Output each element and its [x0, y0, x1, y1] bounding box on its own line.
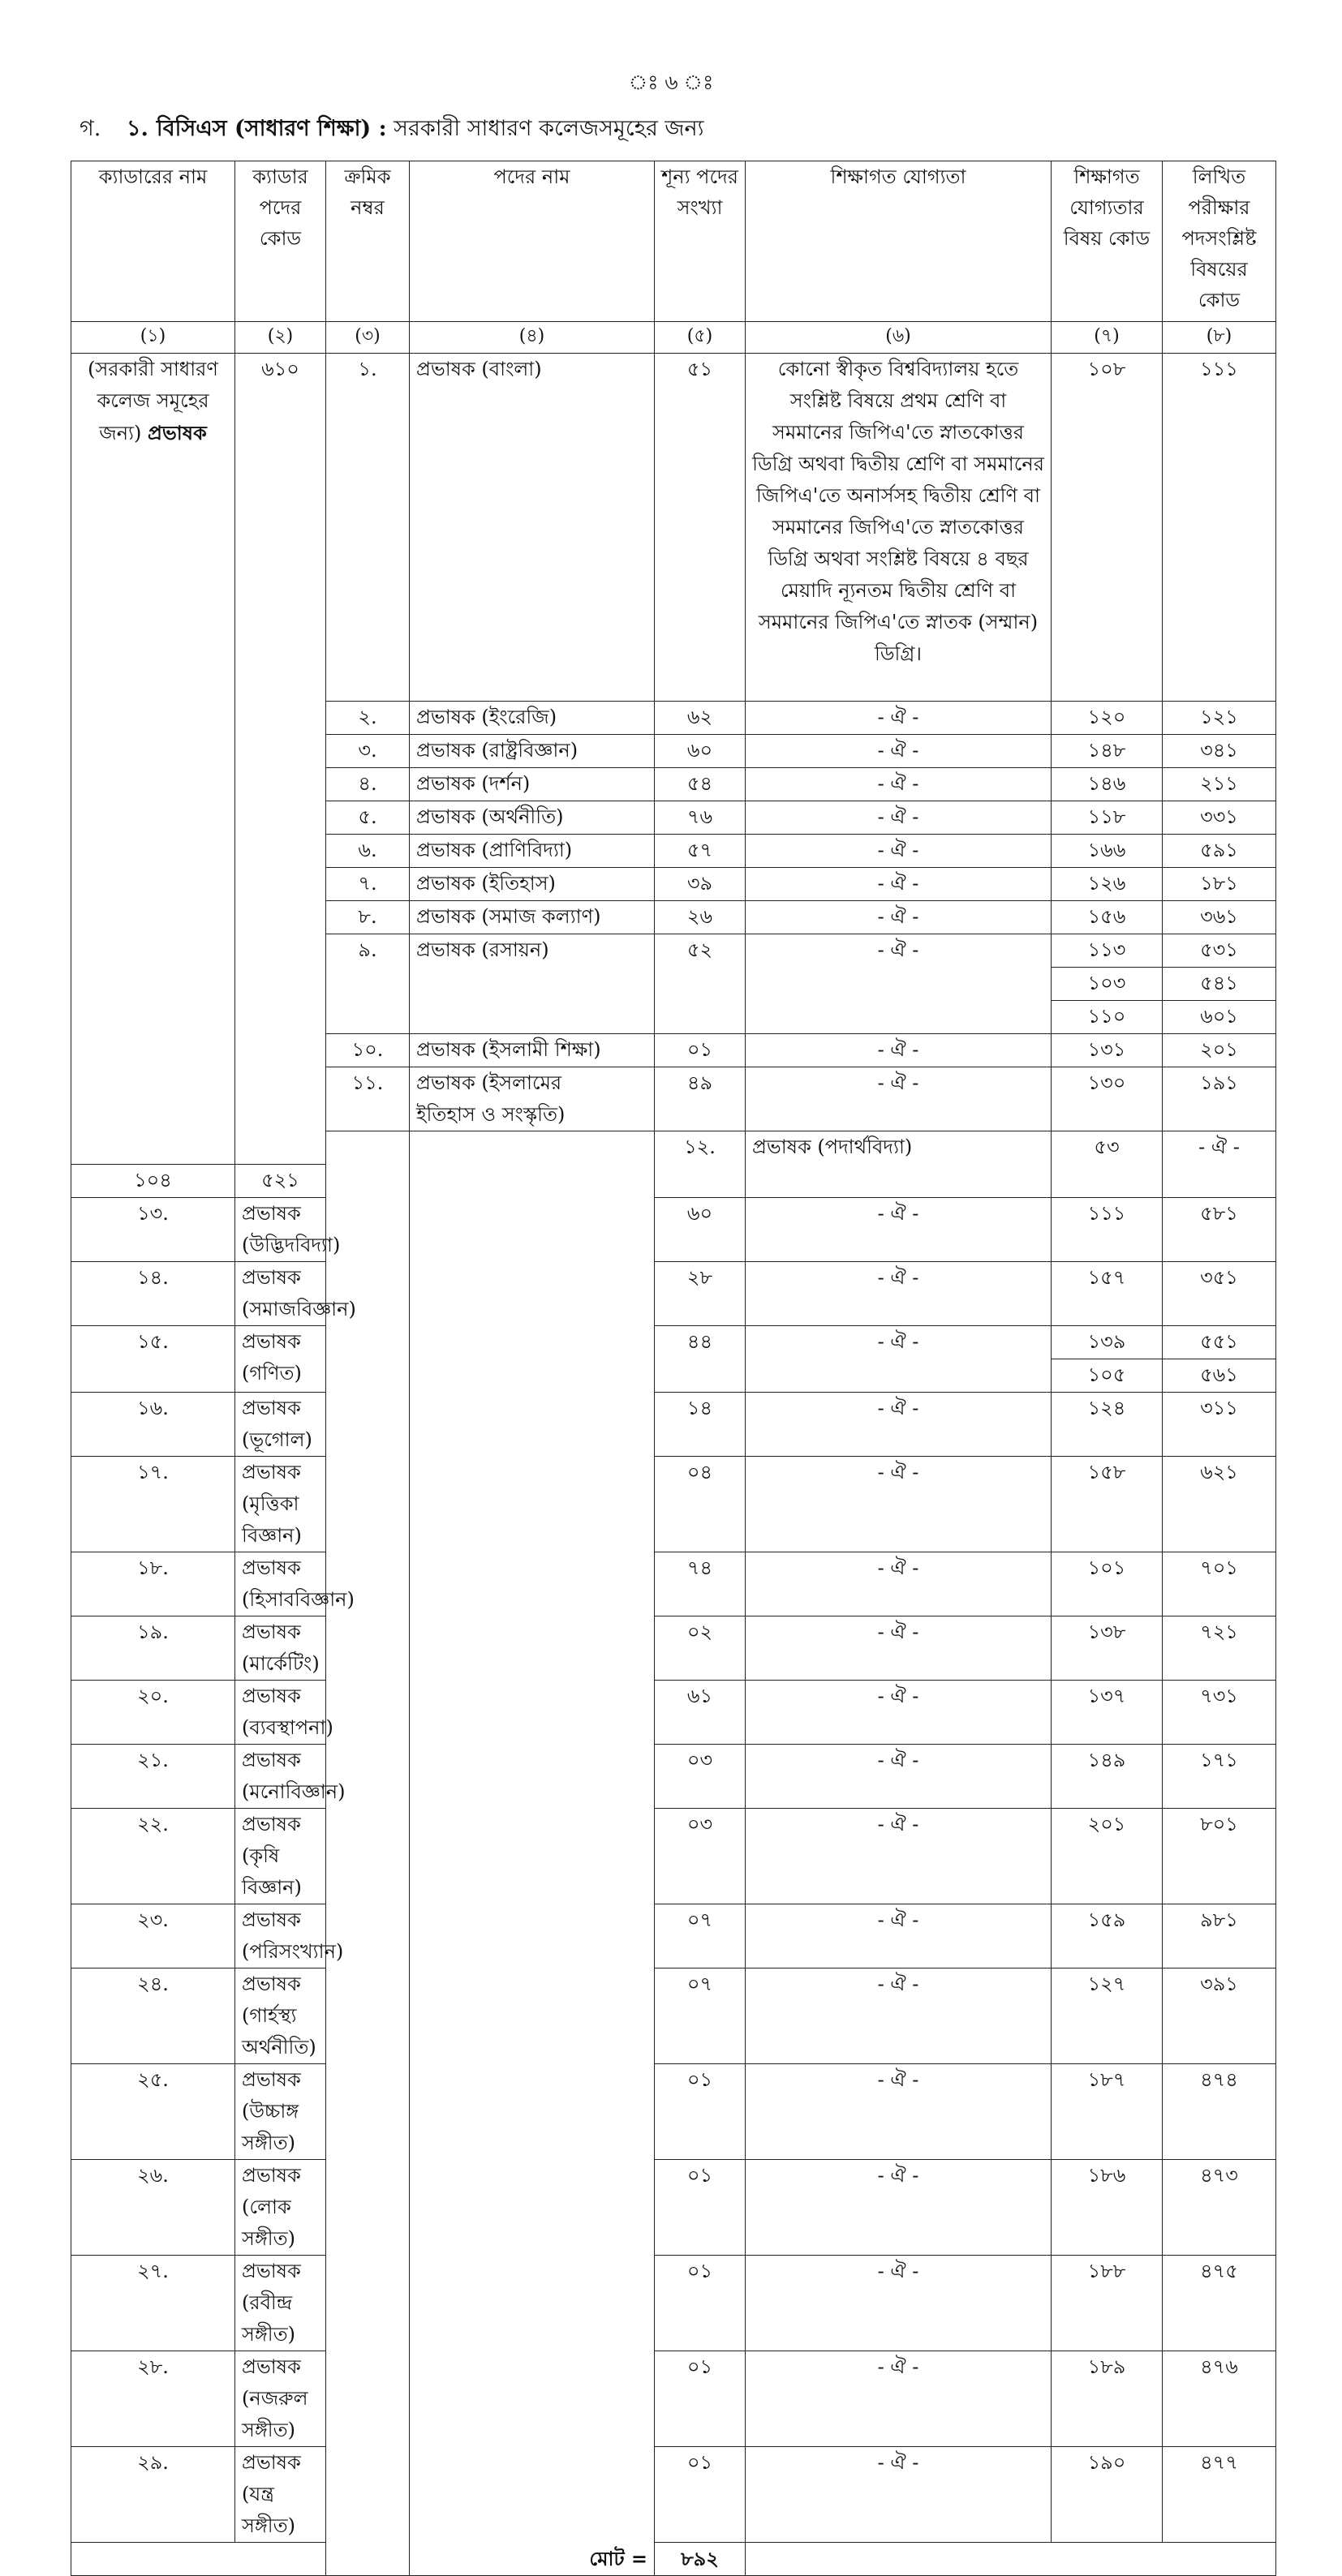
header-cadre-code: ক্যাডার পদের কোড: [235, 161, 326, 322]
serial-cell: ৭.: [326, 868, 410, 901]
table-row: [71, 2064, 1276, 2160]
qual-subject-code: ১৯০: [1052, 2447, 1163, 2543]
column-number: (৩): [326, 322, 410, 354]
table-header-row: [71, 161, 1276, 322]
qual-subject-code: ১৫৯: [1052, 1904, 1163, 1968]
page-number: ঃ ৬ ঃ: [628, 71, 714, 94]
qualification-cell: কোনো স্বীকৃত বিশ্ববিদ্যালয় হতে সংশ্লিষ্ট বিষয়ে প্রথম শ্রেণি বা সমমানের জিপিএ'তে স্নাতকোত্তর ডিগ্রি অথবা দ্বিতীয় শ্রেণি বা সমমানের জিপিএ'তে অনার্সসহ দ্বিতীয় শ্রেণি বা সমমানের জিপিএ'তে স্নাতকোত্তর ডিগ্রি অথবা সংশ্লিষ্ট বিষয়ে ৪ বছর মেয়াদি ন্যূনতম দ্বিতীয় শ্রেণি বা সমমানের জিপিএ'তে স্নাতক (সম্মান) ডিগ্রি।: [746, 354, 1052, 702]
post-name: প্রভাষক (উদ্ভিদবিদ্যা): [242, 1202, 341, 1256]
qual-subject-code: ১০৪: [71, 1165, 235, 1198]
post-name: প্রভাষক (লোক সঙ্গীত): [242, 2164, 301, 2250]
post-name: প্রভাষক (নজরুল সঙ্গীত): [242, 2355, 308, 2441]
vacancy-cell: ০৩: [655, 1745, 746, 1809]
exam-subject-code: ৪৭৭: [1163, 2447, 1276, 2543]
post-name-cell: [235, 1681, 333, 1745]
qual-subject-code: ১৩০: [1052, 1067, 1163, 1131]
serial-cell: ১৭.: [71, 1457, 235, 1552]
column-number-row: [71, 322, 1276, 354]
serial-cell: ৫.: [326, 801, 410, 835]
qualification-ditto: - ঐ -: [746, 1809, 1052, 1904]
empty-cell: [326, 1131, 410, 2576]
qualification-ditto: - ঐ -: [746, 1393, 1052, 1457]
qual-subject-code: ১২০: [1052, 702, 1163, 735]
vacancy-cell: ৫৪: [655, 768, 746, 801]
exam-subject-code: ১৯১: [1163, 1067, 1276, 1131]
exam-subject-code: ৩৩১: [1163, 801, 1276, 835]
vacancy-cell: ২৮: [655, 1262, 746, 1326]
qualification-ditto: - ঐ -: [746, 934, 1052, 1034]
qual-subject-code: ১১০: [1052, 1001, 1163, 1034]
exam-subject-code: ৫৮১: [1163, 1198, 1276, 1262]
qual-subject-code: ১৪৬: [1052, 768, 1163, 801]
qual-subject-code: ১৬৬: [1052, 835, 1163, 868]
vacancy-cell: ০১: [655, 2256, 746, 2351]
qual-subject-code: ১৪৮: [1052, 735, 1163, 768]
header-post-name: পদের নাম: [410, 161, 655, 322]
post-name-cell: [410, 768, 655, 801]
post-name-cell: [410, 1034, 655, 1067]
header-serial: ক্রমিক নম্বর: [326, 161, 410, 322]
post-name: প্রভাষক (গার্হস্থ্য অর্থনীতি): [242, 1973, 316, 2059]
qualification-ditto: - ঐ -: [746, 1968, 1052, 2064]
header-cadre-name: ক্যাডারের নাম: [71, 161, 235, 322]
vacancy-cell: ৪৯: [655, 1067, 746, 1131]
vacancy-cell: ০১: [655, 2351, 746, 2447]
serial-cell: ১৫.: [71, 1326, 235, 1393]
qual-subject-code: ১১৩: [1052, 934, 1163, 968]
qual-subject-code: ১২৭: [1052, 1968, 1163, 2064]
post-name: প্রভাষক (প্রাণিবিদ্যা): [416, 839, 573, 861]
qualification-ditto: - ঐ -: [746, 1904, 1052, 1968]
qual-subject-code: ১৩১: [1052, 1034, 1163, 1067]
table-row: [71, 1198, 1276, 1262]
post-name: প্রভাষক (ইসলামী শিক্ষা): [416, 1038, 601, 1061]
exam-subject-code: ১১১: [1163, 354, 1276, 702]
cadre-code-cell: ৬১০: [235, 354, 326, 1165]
post-name: প্রভাষক (সমাজবিজ্ঞান): [242, 1266, 356, 1320]
table-row: [71, 2160, 1276, 2256]
qualification-ditto: - ঐ -: [746, 2256, 1052, 2351]
post-name-cell: [410, 868, 655, 901]
exam-subject-code: ৬২১: [1163, 1457, 1276, 1552]
post-name: প্রভাষক (বাংলা): [416, 358, 542, 380]
vacancy-cell: ০৪: [655, 1457, 746, 1552]
vacancy-cell: ০৭: [655, 1904, 746, 1968]
serial-cell: ২.: [326, 702, 410, 735]
vacancy-cell: ৬০: [655, 1198, 746, 1262]
exam-subject-code: ৩৪১: [1163, 735, 1276, 768]
post-name: প্রভাষক (সমাজ কল্যাণ): [416, 905, 601, 928]
vacancy-cell: ০৩: [655, 1809, 746, 1904]
vacancy-cell: ৬১: [655, 1681, 746, 1745]
qualification-ditto: - ঐ -: [746, 1262, 1052, 1326]
serial-cell: ৮.: [326, 901, 410, 934]
serial-cell: ১৬.: [71, 1393, 235, 1457]
section-heading: [80, 112, 704, 148]
post-name-cell: [410, 354, 655, 702]
column-number: (৪): [410, 322, 655, 354]
vacancy-cell: ৭৪: [655, 1552, 746, 1616]
qual-subject-code: ১০১: [1052, 1552, 1163, 1616]
vacancy-cell: ২৬: [655, 901, 746, 934]
table-row: [71, 1326, 1276, 1359]
post-name: প্রভাষক (পরিসংখ্যান): [242, 1908, 344, 1963]
post-name-cell: [235, 1262, 356, 1326]
serial-cell: ২৯.: [71, 2447, 235, 2543]
exam-subject-code: ৪৭৪: [1163, 2064, 1276, 2160]
serial-cell: ২২.: [71, 1809, 235, 1904]
column-number: (২): [235, 322, 326, 354]
table-row: [71, 1745, 1276, 1809]
qual-subject-code: ১২৬: [1052, 868, 1163, 901]
qualification-ditto: - ঐ -: [746, 735, 1052, 768]
post-name: প্রভাষক (ইসলামের: [416, 1071, 562, 1094]
post-name-cell: [410, 934, 655, 1034]
qual-subject-code: ১৫৮: [1052, 1457, 1163, 1552]
table-row: [71, 1262, 1276, 1326]
post-name: প্রভাষক (উচ্চাঙ্গ সঙ্গীত): [242, 2068, 301, 2154]
total-row: [71, 2543, 1276, 2576]
qualification-ditto: - ঐ -: [746, 1067, 1052, 1131]
column-number: (৬): [746, 322, 1052, 354]
vacancy-cell: ৫৭: [655, 835, 746, 868]
exam-subject-code: ৪৭৬: [1163, 2351, 1276, 2447]
post-name-cell: [746, 1131, 1052, 1198]
qual-subject-code: ১১১: [1052, 1198, 1163, 1262]
qualification-ditto: - ঐ -: [746, 1745, 1052, 1809]
post-name-cell: [235, 1968, 326, 2064]
exam-subject-code: ৪৭৫: [1163, 2256, 1276, 2351]
serial-cell: ৪.: [326, 768, 410, 801]
post-name: প্রভাষক (মনোবিজ্ঞান): [242, 1749, 346, 1803]
qualification-ditto: - ঐ -: [746, 1034, 1052, 1067]
section-letter: গ.: [80, 116, 101, 141]
exam-subject-code: ৫৪১: [1163, 968, 1276, 1001]
table-row: [71, 1809, 1276, 1904]
qualification-ditto: - ঐ -: [746, 2351, 1052, 2447]
qualification-ditto: - ঐ -: [746, 1616, 1052, 1681]
qualification-ditto: - ঐ -: [746, 835, 1052, 868]
post-name-cell: [235, 2351, 326, 2447]
qual-subject-code: ১৫৭: [1052, 1262, 1163, 1326]
table-row: [71, 1904, 1276, 1968]
exam-subject-code: ৩৫১: [1163, 1262, 1276, 1326]
section-title-rest: সরকারী সাধারণ কলেজসমূহের জন্য: [386, 116, 704, 141]
post-name: প্রভাষক (রসায়ন): [416, 938, 549, 961]
post-name-cell: [235, 1198, 341, 1262]
header-qual-subject-code: শিক্ষাগত যোগ্যতার বিষয় কোড: [1052, 161, 1163, 322]
post-name-cell: [410, 735, 655, 768]
post-name: প্রভাষক (ইংরেজি): [416, 706, 557, 728]
serial-cell: ৩.: [326, 735, 410, 768]
exam-subject-code: ১২১: [1163, 702, 1276, 735]
serial-cell: ২৫.: [71, 2064, 235, 2160]
vacancy-cell: ০১: [655, 2447, 746, 2543]
post-name-cell: [410, 801, 655, 835]
qual-subject-code: ১৩৭: [1052, 1681, 1163, 1745]
vacancy-cell: ৬২: [655, 702, 746, 735]
table-row: [71, 1552, 1276, 1616]
serial-cell: ৯.: [326, 934, 410, 1034]
section-number: ১.: [127, 116, 148, 141]
post-name: প্রভাষক (গণিত): [242, 1330, 302, 1385]
post-name-cont: ইতিহাস ও সংস্কৃতি): [416, 1103, 566, 1126]
post-name: প্রভাষক (মৃত্তিকা বিজ্ঞান): [242, 1461, 302, 1547]
exam-subject-code: ১৭১: [1163, 1745, 1276, 1809]
serial-cell: ১৪.: [71, 1262, 235, 1326]
serial-cell: ২৪.: [71, 1968, 235, 2064]
vacancy-cell: ০৭: [655, 1968, 746, 2064]
post-name-cell: [410, 1067, 655, 1131]
exam-subject-code: ৫৫১: [1163, 1326, 1276, 1359]
post-name: প্রভাষক (রবীন্দ্র সঙ্গীত): [242, 2260, 301, 2346]
exam-subject-code: ২১১: [1163, 768, 1276, 801]
qualification-ditto: - ঐ -: [746, 868, 1052, 901]
qual-subject-code: ১০৮: [1052, 354, 1163, 702]
post-name-cell: [235, 1393, 326, 1457]
serial-cell: ২৬.: [71, 2160, 235, 2256]
post-name: প্রভাষক (ব্যবস্থাপনা): [242, 1685, 333, 1739]
serial-cell: ২৭.: [71, 2256, 235, 2351]
serial-cell: ৬.: [326, 835, 410, 868]
post-name-cell: [235, 1457, 326, 1552]
serial-cell: ১২.: [655, 1131, 746, 1198]
table-row: [71, 1616, 1276, 1681]
serial-cell: ১৩.: [71, 1198, 235, 1262]
exam-subject-code: ৫৬১: [1163, 1359, 1276, 1393]
qualification-ditto: - ঐ -: [1163, 1131, 1276, 1198]
qualification-ditto: - ঐ -: [746, 1681, 1052, 1745]
posts-table: [71, 161, 1276, 2576]
post-name-cell: [410, 901, 655, 934]
table-row: [71, 1457, 1276, 1552]
post-name: প্রভাষক (যন্ত্র সঙ্গীত): [242, 2451, 301, 2537]
vacancy-cell: ১৪: [655, 1393, 746, 1457]
exam-subject-code: ২০১: [1163, 1034, 1276, 1067]
post-name-cell: [235, 1809, 326, 1904]
vacancy-cell: ০১: [655, 1034, 746, 1067]
post-name-cell: [235, 1745, 346, 1809]
cadre-name-bold: প্রভাষক: [147, 421, 207, 444]
post-name-cell: [235, 2256, 326, 2351]
exam-subject-code: ৩৬১: [1163, 901, 1276, 934]
exam-subject-code: ৮০১: [1163, 1809, 1276, 1904]
total-value: ৮৯২: [655, 2543, 746, 2576]
post-name-cell: [235, 2447, 326, 2543]
qualification-ditto: - ঐ -: [746, 702, 1052, 735]
vacancy-cell: ৭৬: [655, 801, 746, 835]
qual-subject-code: ১৮৯: [1052, 2351, 1163, 2447]
vacancy-cell: ৩৯: [655, 868, 746, 901]
table-row: [71, 2256, 1276, 2351]
exam-subject-code: ৭৩১: [1163, 1681, 1276, 1745]
exam-subject-code: ৬০১: [1163, 1001, 1276, 1034]
vacancy-cell: ৬০: [655, 735, 746, 768]
post-name-cell: [235, 2160, 326, 2256]
serial-cell: ২৮.: [71, 2351, 235, 2447]
qualification-ditto: - ঐ -: [746, 2064, 1052, 2160]
serial-cell: ২১.: [71, 1745, 235, 1809]
exam-subject-code: ৪৭৩: [1163, 2160, 1276, 2256]
post-name: প্রভাষক (অর্থনীতি): [416, 805, 564, 828]
table-row: [71, 1393, 1276, 1457]
vacancy-cell: ৫২: [655, 934, 746, 1034]
exam-subject-code: ৩৯১: [1163, 1968, 1276, 2064]
column-number: (৮): [1163, 322, 1276, 354]
serial-cell: ১১.: [326, 1067, 410, 1131]
qual-subject-code: ১৩৮: [1052, 1616, 1163, 1681]
qual-subject-code: ১৮৬: [1052, 2160, 1163, 2256]
total-label: মোট =: [71, 2543, 655, 2576]
qual-subject-code: ১৩৯: [1052, 1326, 1163, 1359]
post-name-cell: [235, 1326, 326, 1393]
exam-subject-code: ৭০১: [1163, 1552, 1276, 1616]
qualification-ditto: - ঐ -: [746, 1457, 1052, 1552]
post-name: প্রভাষক (হিসাববিজ্ঞান): [242, 1556, 355, 1611]
exam-subject-code: ৫৯১: [1163, 835, 1276, 868]
post-name-cell: [235, 1552, 355, 1616]
post-name: প্রভাষক (ইতিহাস): [416, 872, 556, 895]
qual-subject-code: ১৮৭: [1052, 2064, 1163, 2160]
post-name: প্রভাষক (পদার্থবিদ্যা): [752, 1136, 913, 1158]
serial-cell: ১৯.: [71, 1616, 235, 1681]
post-name: প্রভাষক (ভূগোল): [242, 1397, 312, 1451]
column-number: (১): [71, 322, 235, 354]
qualification-ditto: - ঐ -: [746, 768, 1052, 801]
exam-subject-code: ৭২১: [1163, 1616, 1276, 1681]
qualification-ditto: - ঐ -: [746, 1326, 1052, 1393]
qual-subject-code: ২০১: [1052, 1809, 1163, 1904]
post-name-cell: [410, 702, 655, 735]
table-row: [71, 354, 1276, 702]
serial-cell: ২০.: [71, 1681, 235, 1745]
qual-subject-code: ১৫৬: [1052, 901, 1163, 934]
post-name-cell: [235, 2064, 326, 2160]
empty-cell: [410, 1131, 655, 2576]
table-row: [71, 2351, 1276, 2447]
vacancy-cell: ৫৩: [1052, 1131, 1163, 1198]
exam-subject-code: ৫৩১: [1163, 934, 1276, 968]
qual-subject-code: ১১৮: [1052, 801, 1163, 835]
header-qualification: শিক্ষাগত যোগ্যতা: [746, 161, 1052, 322]
serial-cell: ২৩.: [71, 1904, 235, 1968]
post-name-cell: [235, 1904, 344, 1968]
post-name-cell: [235, 1616, 326, 1681]
total-empty: [746, 2543, 1276, 2576]
qual-subject-code: ১০৫: [1052, 1359, 1163, 1393]
qualification-ditto: - ঐ -: [746, 801, 1052, 835]
cadre-name-text: (সরকারী সাধারণ কলেজ সমূহের জন্য): [88, 358, 218, 444]
qualification-ditto: - ঐ -: [746, 2447, 1052, 2543]
serial-cell: ১৮.: [71, 1552, 235, 1616]
qualification-ditto: - ঐ -: [746, 1198, 1052, 1262]
qual-subject-code: ১৪৯: [1052, 1745, 1163, 1809]
post-name: প্রভাষক (দর্শন): [416, 772, 531, 795]
column-number: (৭): [1052, 322, 1163, 354]
qualification-ditto: - ঐ -: [746, 1552, 1052, 1616]
exam-subject-code: ৯৮১: [1163, 1904, 1276, 1968]
qual-subject-code: ১৮৮: [1052, 2256, 1163, 2351]
post-name: প্রভাষক (রাষ্ট্রবিজ্ঞান): [416, 739, 579, 762]
vacancy-cell: ০২: [655, 1616, 746, 1681]
post-name-cell: [410, 835, 655, 868]
post-name: প্রভাষক (মার্কেটিং): [242, 1621, 320, 1675]
header-exam-subject-code: লিখিত পরীক্ষার পদসংশ্লিষ্ট বিষয়ের কোড: [1163, 161, 1276, 322]
section-title-bold: বিসিএস (সাধারণ শিক্ষা) :: [156, 116, 387, 141]
post-name: প্রভাষক (কৃষি বিজ্ঞান): [242, 1813, 302, 1899]
qual-subject-code: ১২৪: [1052, 1393, 1163, 1457]
qual-subject-code: ১০৩: [1052, 968, 1163, 1001]
vacancy-cell: ০১: [655, 2064, 746, 2160]
column-number: (৫): [655, 322, 746, 354]
serial-cell: ১০.: [326, 1034, 410, 1067]
serial-cell: ১.: [326, 354, 410, 702]
vacancy-cell: ০১: [655, 2160, 746, 2256]
exam-subject-code: ৩১১: [1163, 1393, 1276, 1457]
header-vacancies: শূন্য পদের সংখ্যা: [655, 161, 746, 322]
exam-subject-code: ৫২১: [235, 1165, 326, 1198]
vacancy-cell: ৪৪: [655, 1326, 746, 1393]
qualification-ditto: - ঐ -: [746, 901, 1052, 934]
table-row: [71, 1681, 1276, 1745]
table-row: [71, 2447, 1276, 2543]
qualification-ditto: - ঐ -: [746, 2160, 1052, 2256]
vacancy-cell: ৫১: [655, 354, 746, 702]
cadre-name-cell: [71, 354, 235, 1165]
exam-subject-code: ১৮১: [1163, 868, 1276, 901]
table-row: [71, 1968, 1276, 2064]
